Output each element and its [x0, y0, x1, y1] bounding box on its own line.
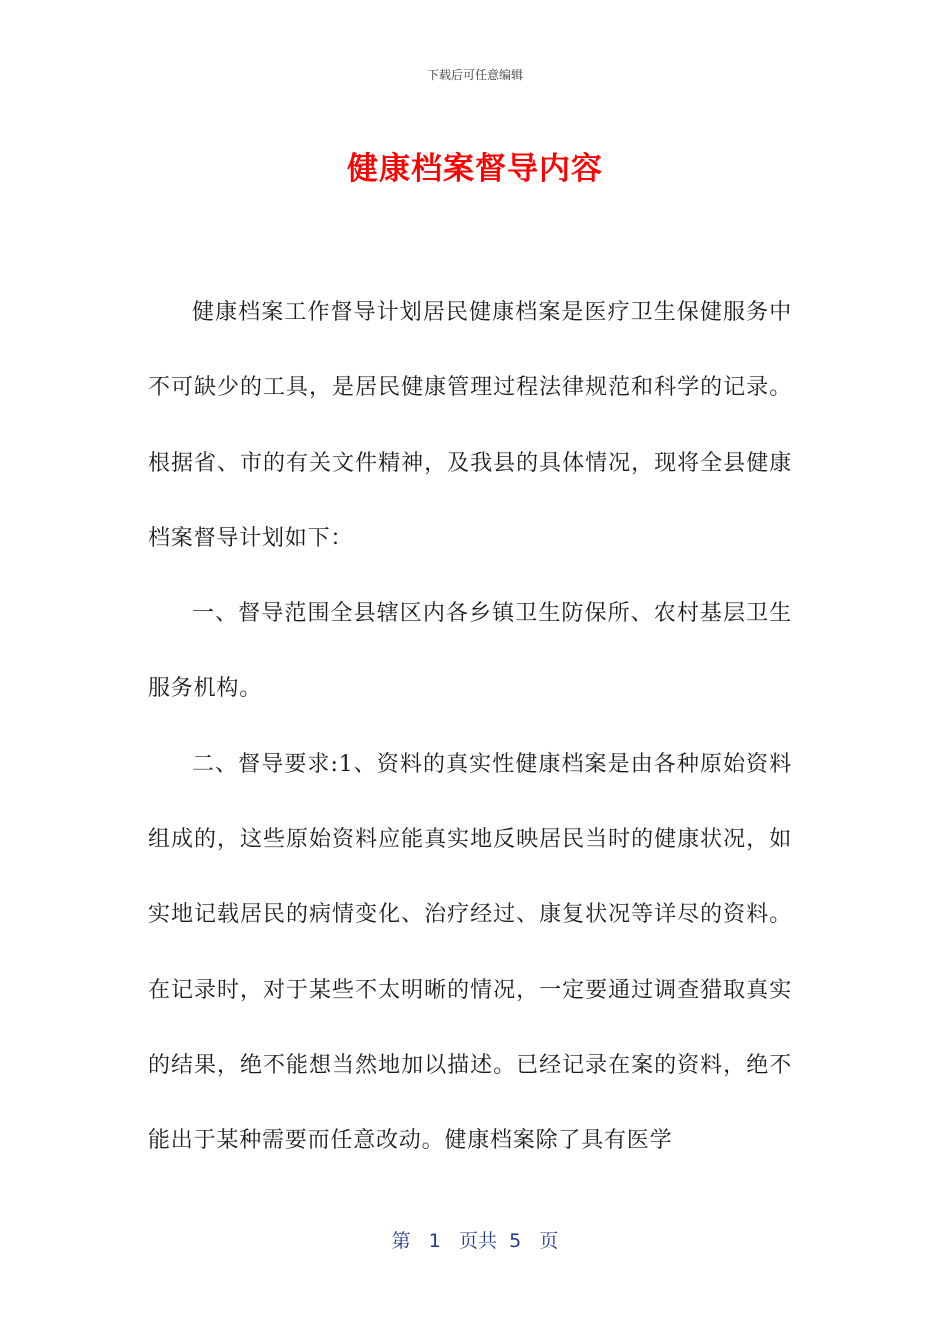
page-label-mid: 页共 [459, 1230, 498, 1252]
paragraph-requirements: 二、督导要求:1、资料的真实性健康档案是由各种原始资料组成的，这些原始资料应能真实地反映居民当时的健康状况，如实地记载居民的病情变化、治疗经过、康复状况等详尽的资料。在记录时，对于某些不太明晰的情况，一定要通过调查猎取真实的结果，绝不能想当然地加以描述。已经记录在案的资料，绝不能出于某种需要而任意改动。健康档案除了具有医学 [148, 751, 792, 1154]
page-label-suffix: 页 [539, 1230, 559, 1252]
paragraph-intro: 健康档案工作督导计划居民健康档案是医疗卫生保健服务中不可缺少的工具，是居民健康管理过程法律规范和科学的记录。根据省、市的有关文件精神，及我县的具体情况，现将全县健康档案督导计划如下： [148, 300, 792, 551]
total-pages-number: 5 [509, 1230, 522, 1252]
page-footer [0, 1226, 950, 1253]
document-title: 健康档案督导内容 [347, 151, 603, 187]
current-page-number: 1 [428, 1230, 441, 1252]
paragraph-scope: 一、督导范围全县辖区内各乡镇卫生防保所、农村基层卫生服务机构。 [148, 601, 792, 702]
header-note: 下载后可任意编辑 [426, 68, 523, 82]
document-body [148, 275, 792, 1179]
page-label-prefix: 第 [391, 1230, 411, 1252]
